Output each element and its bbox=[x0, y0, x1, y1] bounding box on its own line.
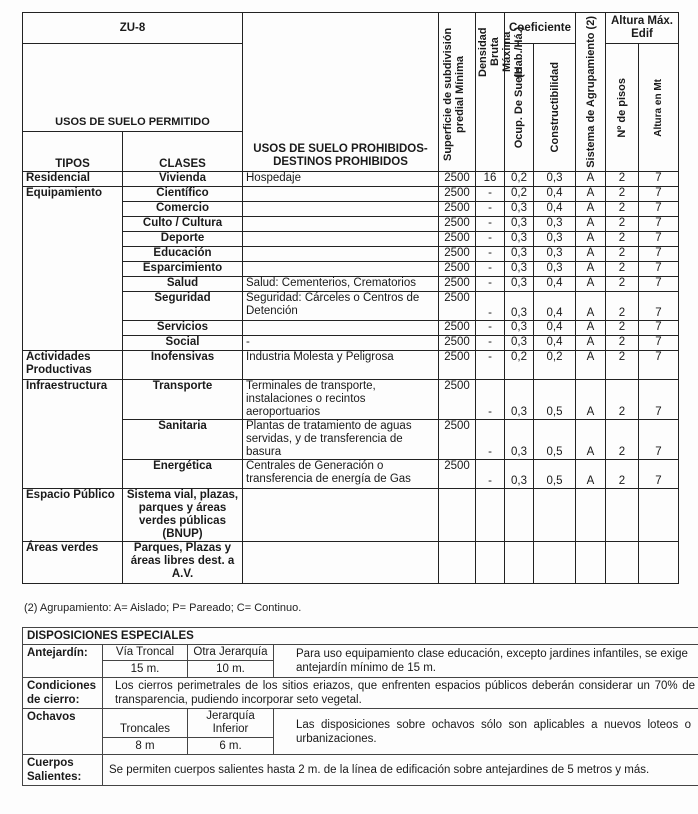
ochavos-col1-value: 8 m bbox=[103, 738, 188, 755]
pisos-cell: 2 bbox=[606, 171, 639, 186]
constructibilidad-cell: 0,4 bbox=[534, 335, 576, 350]
sistema-cell: A bbox=[576, 276, 606, 291]
prohibido-cell: Seguridad: Cárceles o Centros de Detención bbox=[243, 291, 439, 320]
superficie-cell bbox=[439, 488, 476, 541]
pisos-cell: 2 bbox=[606, 291, 639, 320]
tipo-cell: Áreas verdes bbox=[23, 541, 123, 583]
superficie-cell: 2500 bbox=[439, 320, 476, 335]
header-superficie: Superficie de subdivisión predial Mínima bbox=[439, 13, 476, 172]
pisos-cell: 2 bbox=[606, 276, 639, 291]
prohibido-cell bbox=[243, 541, 439, 583]
antejardin-col1-value: 15 m. bbox=[103, 661, 188, 678]
header-altura-max: Altura Máx. Edif bbox=[606, 13, 679, 44]
pisos-cell: 2 bbox=[606, 261, 639, 276]
densidad-cell: - bbox=[476, 231, 505, 246]
sistema-cell: A bbox=[576, 231, 606, 246]
cierro-text: Los cierros perimetrales de los sitios eriazos, que enfrenten espacios públicos deberán considerar un 70% de transparencia, pudiendo incorporar seto vegetal. bbox=[103, 678, 698, 709]
densidad-cell: - bbox=[476, 350, 505, 379]
header-sistema: Sistema de Agrupamiento (2) bbox=[576, 13, 606, 172]
superficie-cell: 2500 bbox=[439, 350, 476, 379]
clase-cell: Sanitaria bbox=[123, 419, 243, 459]
prohibido-cell: Hospedaje bbox=[243, 171, 439, 186]
sistema-cell: A bbox=[576, 291, 606, 320]
salientes-label: Cuerpos Salientes: bbox=[23, 755, 103, 786]
altura-cell: 7 bbox=[639, 350, 679, 379]
table-row bbox=[23, 171, 679, 186]
densidad-cell: 16 bbox=[476, 171, 505, 186]
sistema-cell: A bbox=[576, 379, 606, 419]
altura-cell: 7 bbox=[639, 186, 679, 201]
pisos-cell: 2 bbox=[606, 320, 639, 335]
superficie-cell: 2500 bbox=[439, 379, 476, 419]
table-row bbox=[23, 379, 679, 419]
tipo-cell: Equipamiento bbox=[23, 186, 123, 350]
pisos-cell: 2 bbox=[606, 231, 639, 246]
ocupacion-cell: 0,3 bbox=[505, 419, 534, 459]
prohibido-cell bbox=[243, 488, 439, 541]
ocupacion-cell: 0,3 bbox=[505, 261, 534, 276]
altura-cell: 7 bbox=[639, 335, 679, 350]
superficie-cell: 2500 bbox=[439, 261, 476, 276]
ocupacion-cell: 0,2 bbox=[505, 186, 534, 201]
tipo-cell: Residencial bbox=[23, 171, 123, 186]
pisos-cell: 2 bbox=[606, 350, 639, 379]
clase-cell: Comercio bbox=[123, 201, 243, 216]
ocupacion-cell: 0,3 bbox=[505, 246, 534, 261]
altura-cell: 7 bbox=[639, 201, 679, 216]
prohibido-cell bbox=[243, 246, 439, 261]
tipo-cell: Infraestructura bbox=[23, 379, 123, 488]
sistema-cell: A bbox=[576, 419, 606, 459]
clase-cell: Energética bbox=[123, 459, 243, 488]
pisos-cell: 2 bbox=[606, 201, 639, 216]
clase-cell: Culto / Cultura bbox=[123, 216, 243, 231]
ocupacion-cell: 0,2 bbox=[505, 171, 534, 186]
altura-cell: 7 bbox=[639, 291, 679, 320]
ocupacion-cell: 0,2 bbox=[505, 350, 534, 379]
densidad-cell bbox=[476, 488, 505, 541]
pisos-cell bbox=[606, 488, 639, 541]
clase-cell: Deporte bbox=[123, 231, 243, 246]
sistema-cell bbox=[576, 541, 606, 583]
sistema-cell: A bbox=[576, 246, 606, 261]
pisos-cell bbox=[606, 541, 639, 583]
antejardin-label: Antejardín: bbox=[23, 645, 103, 678]
clase-cell: Educación bbox=[123, 246, 243, 261]
constructibilidad-cell: 0,5 bbox=[534, 379, 576, 419]
altura-cell: 7 bbox=[639, 231, 679, 246]
densidad-cell: - bbox=[476, 320, 505, 335]
prohibido-cell bbox=[243, 201, 439, 216]
densidad-cell: - bbox=[476, 201, 505, 216]
densidad-cell: - bbox=[476, 459, 505, 488]
header-clases: CLASES bbox=[123, 131, 243, 171]
antejardin-col1-header: Vía Troncal bbox=[103, 645, 188, 661]
prohibido-cell: - bbox=[243, 335, 439, 350]
antejardin-col2-value: 10 m. bbox=[188, 661, 274, 678]
ocupacion-cell bbox=[505, 541, 534, 583]
clase-cell: Científico bbox=[123, 186, 243, 201]
densidad-cell: - bbox=[476, 291, 505, 320]
densidad-cell: - bbox=[476, 261, 505, 276]
ocupacion-cell: 0,3 bbox=[505, 335, 534, 350]
tipo-cell: Actividades Productivas bbox=[23, 350, 123, 379]
constructibilidad-cell: 0,4 bbox=[534, 201, 576, 216]
altura-cell bbox=[639, 541, 679, 583]
pisos-cell: 2 bbox=[606, 419, 639, 459]
header-permitidos: USOS DE SUELO PERMITIDO bbox=[23, 44, 243, 132]
table-row bbox=[23, 541, 679, 583]
superficie-cell: 2500 bbox=[439, 419, 476, 459]
antejardin-note: Para uso equipamiento clase educación, excepto jardines infantiles, se exige antejardín mínimo de 15 m. bbox=[274, 645, 698, 678]
altura-cell: 7 bbox=[639, 216, 679, 231]
tipo-cell: Espacio Público bbox=[23, 488, 123, 541]
sistema-cell: A bbox=[576, 201, 606, 216]
densidad-cell: - bbox=[476, 216, 505, 231]
altura-cell: 7 bbox=[639, 320, 679, 335]
pisos-cell: 2 bbox=[606, 246, 639, 261]
clase-cell: Servicios bbox=[123, 320, 243, 335]
superficie-cell: 2500 bbox=[439, 231, 476, 246]
superficie-cell: 2500 bbox=[439, 276, 476, 291]
constructibilidad-cell: 0,3 bbox=[534, 231, 576, 246]
ochavos-col1-header: Troncales bbox=[103, 709, 188, 738]
disposiciones-table bbox=[22, 627, 698, 786]
altura-cell: 7 bbox=[639, 419, 679, 459]
ocupacion-cell: 0,3 bbox=[505, 291, 534, 320]
prohibido-cell bbox=[243, 186, 439, 201]
clase-cell: Seguridad bbox=[123, 291, 243, 320]
pisos-cell: 2 bbox=[606, 186, 639, 201]
prohibido-cell: Salud: Cementerios, Crematorios bbox=[243, 276, 439, 291]
header-altura-mt: Altura en Mt bbox=[639, 44, 679, 172]
table-row bbox=[23, 350, 679, 379]
densidad-cell: - bbox=[476, 419, 505, 459]
sistema-cell bbox=[576, 488, 606, 541]
superficie-cell: 2500 bbox=[439, 171, 476, 186]
table-row bbox=[23, 186, 679, 201]
sistema-cell: A bbox=[576, 335, 606, 350]
ochavos-col2-header: Jerarquía Inferior bbox=[188, 709, 274, 738]
constructibilidad-cell: 0,3 bbox=[534, 216, 576, 231]
altura-cell: 7 bbox=[639, 276, 679, 291]
ochavos-col2-value: 6 m. bbox=[188, 738, 274, 755]
prohibido-cell bbox=[243, 261, 439, 276]
header-tipos: TIPOS bbox=[23, 131, 123, 171]
prohibido-cell: Plantas de tratamiento de aguas servidas, y de transferencia de basura bbox=[243, 419, 439, 459]
prohibido-cell bbox=[243, 231, 439, 246]
altura-cell: 7 bbox=[639, 459, 679, 488]
superficie-cell: 2500 bbox=[439, 186, 476, 201]
constructibilidad-cell bbox=[534, 488, 576, 541]
prohibido-cell: Terminales de transporte, instalaciones o recintos aeroportuarios bbox=[243, 379, 439, 419]
sistema-cell: A bbox=[576, 320, 606, 335]
clase-cell: Esparcimiento bbox=[123, 261, 243, 276]
densidad-cell: - bbox=[476, 379, 505, 419]
clase-cell: Transporte bbox=[123, 379, 243, 419]
ocupacion-cell: 0,3 bbox=[505, 459, 534, 488]
agrupamiento-footnote: (2) Agrupamiento: A= Aislado; P= Pareado; C= Continuo. bbox=[24, 602, 302, 614]
densidad-cell: - bbox=[476, 335, 505, 350]
clase-cell: Social bbox=[123, 335, 243, 350]
constructibilidad-cell: 0,3 bbox=[534, 261, 576, 276]
sistema-cell: A bbox=[576, 216, 606, 231]
zoning-table bbox=[22, 12, 679, 584]
ocupacion-cell: 0,3 bbox=[505, 216, 534, 231]
constructibilidad-cell: 0,4 bbox=[534, 186, 576, 201]
pisos-cell: 2 bbox=[606, 335, 639, 350]
superficie-cell: 2500 bbox=[439, 459, 476, 488]
altura-cell: 7 bbox=[639, 171, 679, 186]
constructibilidad-cell: 0,4 bbox=[534, 291, 576, 320]
superficie-cell: 2500 bbox=[439, 291, 476, 320]
sistema-cell: A bbox=[576, 350, 606, 379]
salientes-text: Se permiten cuerpos salientes hasta 2 m. de la línea de edificación sobre antejardines de 5 metros y más. bbox=[103, 755, 698, 786]
sistema-cell: A bbox=[576, 186, 606, 201]
densidad-cell bbox=[476, 541, 505, 583]
header-ocupacion: Ocup. De Suelo bbox=[505, 44, 534, 172]
densidad-cell: - bbox=[476, 246, 505, 261]
ocupacion-cell: 0,3 bbox=[505, 201, 534, 216]
clase-cell: Vivienda bbox=[123, 171, 243, 186]
ocupacion-cell: 0,3 bbox=[505, 231, 534, 246]
clase-cell: Parques, Plazas y áreas libres dest. a A.V. bbox=[123, 541, 243, 583]
prohibido-cell bbox=[243, 320, 439, 335]
header-prohibidos: USOS DE SUELO PROHIBIDOS- DESTINOS PROHIBIDOS bbox=[243, 13, 439, 172]
superficie-cell: 2500 bbox=[439, 201, 476, 216]
constructibilidad-cell: 0,5 bbox=[534, 419, 576, 459]
disposiciones-title: DISPOSICIONES ESPECIALES bbox=[23, 628, 698, 645]
pisos-cell: 2 bbox=[606, 379, 639, 419]
constructibilidad-cell: 0,2 bbox=[534, 350, 576, 379]
clase-cell: Inofensivas bbox=[123, 350, 243, 379]
ocupacion-cell: 0,3 bbox=[505, 276, 534, 291]
zone-title: ZU-8 bbox=[23, 13, 243, 44]
antejardin-col2-header: Otra Jerarquía bbox=[188, 645, 274, 661]
cierro-label: Condiciones de cierro: bbox=[23, 678, 103, 709]
ocupacion-cell: 0,3 bbox=[505, 379, 534, 419]
clase-cell: Salud bbox=[123, 276, 243, 291]
header-coeficiente: Coeficiente bbox=[505, 13, 576, 44]
superficie-cell: 2500 bbox=[439, 335, 476, 350]
sistema-cell: A bbox=[576, 459, 606, 488]
prohibido-cell: Centrales de Generación o transferencia de energía de Gas bbox=[243, 459, 439, 488]
densidad-cell: - bbox=[476, 186, 505, 201]
ocupacion-cell: 0,3 bbox=[505, 320, 534, 335]
clase-cell: Sistema vial, plazas, parques y áreas verdes públicas (BNUP) bbox=[123, 488, 243, 541]
pisos-cell: 2 bbox=[606, 459, 639, 488]
constructibilidad-cell bbox=[534, 541, 576, 583]
header-densidad: Densidad Bruta Máxima (Hab./Há.) bbox=[476, 13, 505, 172]
altura-cell: 7 bbox=[639, 379, 679, 419]
table-row bbox=[23, 488, 679, 541]
prohibido-cell bbox=[243, 216, 439, 231]
sistema-cell: A bbox=[576, 171, 606, 186]
altura-cell: 7 bbox=[639, 246, 679, 261]
pisos-cell: 2 bbox=[606, 216, 639, 231]
prohibido-cell: Industria Molesta y Peligrosa bbox=[243, 350, 439, 379]
altura-cell: 7 bbox=[639, 261, 679, 276]
ochavos-note: Las disposiciones sobre ochavos sólo son aplicables a nuevos loteos o urbanizaciones. bbox=[274, 709, 698, 755]
densidad-cell: - bbox=[476, 276, 505, 291]
constructibilidad-cell: 0,4 bbox=[534, 276, 576, 291]
ocupacion-cell bbox=[505, 488, 534, 541]
header-constructibilidad: Constructibilidad bbox=[534, 44, 576, 172]
header-pisos: Nº de pisos bbox=[606, 44, 639, 172]
altura-cell bbox=[639, 488, 679, 541]
constructibilidad-cell: 0,5 bbox=[534, 459, 576, 488]
superficie-cell: 2500 bbox=[439, 246, 476, 261]
constructibilidad-cell: 0,3 bbox=[534, 246, 576, 261]
ochavos-label: Ochavos bbox=[23, 709, 103, 755]
constructibilidad-cell: 0,3 bbox=[534, 171, 576, 186]
superficie-cell: 2500 bbox=[439, 216, 476, 231]
sistema-cell: A bbox=[576, 261, 606, 276]
constructibilidad-cell: 0,4 bbox=[534, 320, 576, 335]
superficie-cell bbox=[439, 541, 476, 583]
